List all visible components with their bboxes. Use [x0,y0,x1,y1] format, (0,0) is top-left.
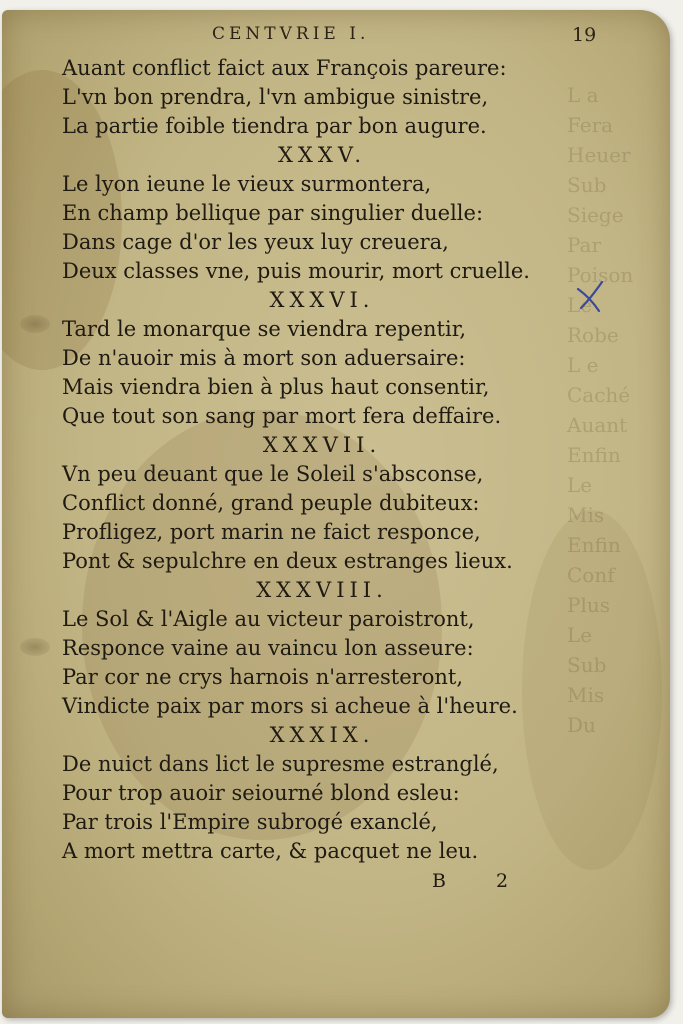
verse-line: La partie foible tiendra par bon augure. [62,114,487,138]
verse-text-block [62,54,562,866]
binding-hole-lower [20,638,50,656]
verse-line: Responce vaine au vaincu lon asseure: [62,636,474,660]
handwritten-x-mark [575,280,605,314]
verse-line: Pour trop auoir seiourné blond esleu: [62,781,460,805]
binding-hole-upper [20,315,50,333]
page-number: 19 [572,24,597,46]
running-head: CENTVRIE I. [212,24,370,44]
verse-line: Profligez, port marin ne faict responce, [62,520,481,544]
verse-line: Vn peu deuant que le Soleil s'absconse, [62,462,484,486]
verse-line: Tard le monarque se viendra repentir, [62,317,467,341]
verse-line: Mais viendra bien à plus haut consentir, [62,375,490,399]
verse-line: Conflict donné, grand peuple dubiteux: [62,491,480,515]
verse-line: Le Sol & l'Aigle au victeur paroistront, [62,607,475,631]
verse-line: Pont & sepulchre en deux estranges lieux. [62,549,513,573]
verse-line: Par trois l'Empire subrogé exanclé, [62,810,438,834]
verse-line: Dans cage d'or les yeux luy creuera, [62,230,449,254]
show-through-text: L a Fera Heuer Sub Siege Par Poison Le Robe L e Caché Auant Enfin Le Mis Enfin Conf Plus Le Sub Mis Du [567,83,634,737]
verse-line: Auant conflict faict aux François pareure: [62,56,507,80]
verse-line: De nuict dans lict le supresme estranglé, [62,752,499,776]
quatrain-number: XXXVIII. [256,578,388,602]
verse-line: Que tout son sang par mort fera deffaire. [62,404,502,428]
verse-line: De n'auoir mis à mort son aduersaire: [62,346,466,370]
signature-mark: B 2 [432,870,531,892]
quatrain-number: XXXVII. [262,433,382,457]
quatrain-number: XXXVI. [269,288,375,312]
quatrain-number: XXXV. [277,143,367,167]
page-header [2,24,670,52]
verse-line: A mort mettra carte, & pacquet ne leu. [62,839,479,863]
verse-line: Le lyon ieune le vieux surmontera, [62,172,432,196]
book-page [2,10,670,1018]
verse-line: En champ bellique par singulier duelle: [62,201,484,225]
quatrain-number: XXXIX. [269,723,375,747]
verse-line: L'vn bon prendra, l'vn ambigue sinistre, [62,85,489,109]
verse-line: Vindicte paix par mors si acheue à l'heure. [62,694,518,718]
verse-line: Deux classes vne, puis mourir, mort cruelle. [62,259,530,283]
verse-line: Par cor ne crys harnois n'arresteront, [62,665,463,689]
